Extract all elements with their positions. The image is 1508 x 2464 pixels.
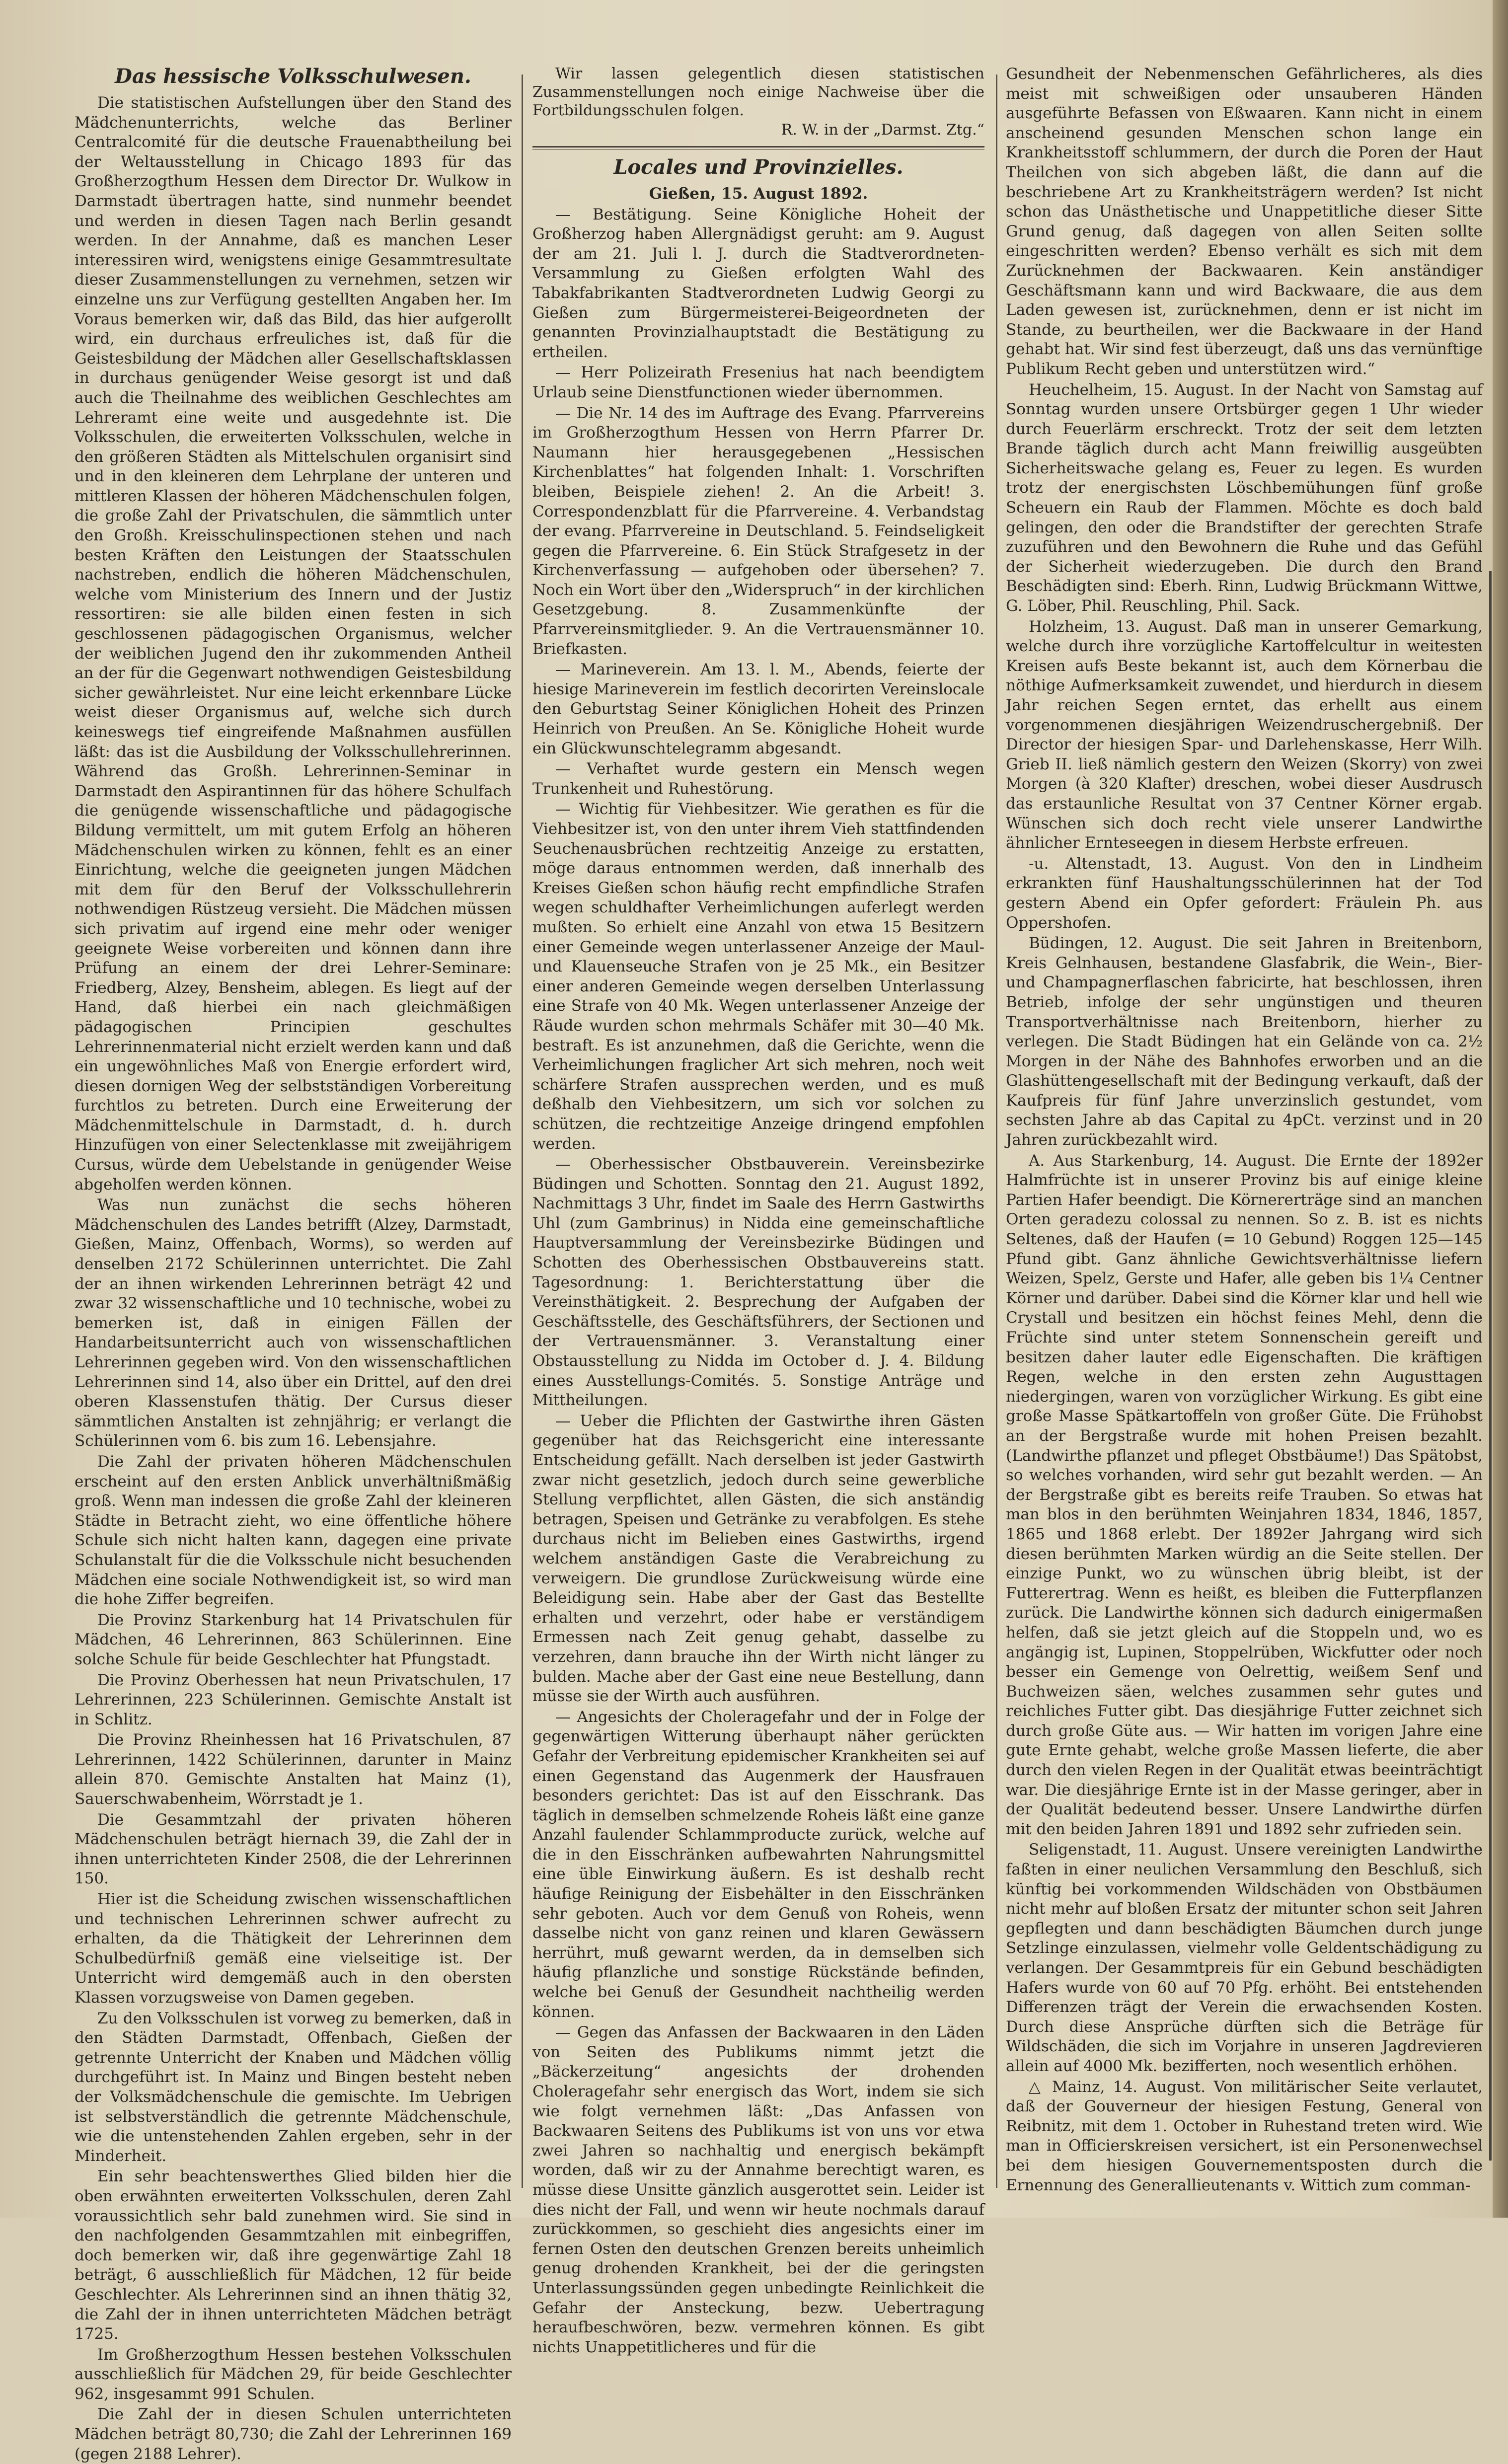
paragraph: — Herr Polizeirath Fresenius hat nach beendigtem Urlaub seine Dienstfunctionen wieder übernommen. xyxy=(532,364,984,401)
paragraph: Die Zahl der in diesen Schulen unterrichteten Mädchen beträgt 80,730; die Zahl der Lehrerinnen 169 (gegen 2188 Lehrer). xyxy=(75,2405,512,2463)
paragraph: Die Zahl der privaten höheren Mädchenschulen erscheint auf den ersten Anblick unverhältnißmäßig groß. Wenn man indessen die große Zahl der kleineren Städte in Betracht zieht, wo eine öffentliche höhere Schule sich nicht halten kann, dagegen eine private Schulanstalt für die die Volksschule nicht besuchenden Mädchen eine sociale Nothwendigkeit ist, so wird man die hohe Ziffer begreifen. xyxy=(75,1452,512,1609)
paragraph: Hier ist die Scheidung zwischen wissenschaftlichen und technischen Lehrerinnen schwer aufrecht zu erhalten, da die Thätigkeit der Lehrerinnen dem Schulbedürfniß gemäß eine vielseitige ist. Der Unterricht wird demgemäß auch in den obersten Klassen vorzugsweise von Damen gegeben. xyxy=(75,1890,512,2007)
paragraph: Die statistischen Aufstellungen über den Stand des Mädchenunterrichts, welche das Berliner Centralcomité für die deutsche Frauenabtheilung bei der Weltausstellung in Chicago 1893 für das Großherzogthum Hessen dem Director Dr. Wulkow in Darmstadt übertragen hatte, sind nunmehr beendet und werden in diesen Tagen nach Berlin gesandt werden. In der Annahme, daß es manchen Leser interessiren wird, wenigstens einige Gesammtresultate dieser Zusammenstellungen zu vernehmen, setzen wir einzelne uns zur Verfügung gestellten Angaben her. Im Voraus bemerken wir, daß das Bild, das hier aufgerollt wird, ein durchaus erfreuliches ist, daß für die Geistesbildung der Mädchen aller Gesellschaftsklassen in durchaus genügender Weise gesorgt ist und daß auch die Theilnahme des weiblichen Geschlechtes am Lehreramt eine weite und ausgedehnte ist. Die Volksschulen, die erweiterten Volksschulen, welche in den größeren Städten als Mittelschulen organisirt sind und in den kleineren dem Lehrplane der unteren und mittleren Klassen der höheren Mädchenschulen folgen, die große Zahl der Privatschulen, die sämmtlich unter den Großh. Kreisschulinspectionen stehen und nach besten Kräften den Leistungen der Staatsschulen nachstreben, endlich die höheren Mädchenschulen, welche vom Ministerium des Innern und der Justiz ressortiren: sie alle bilden einen festen in sich geschlossenen pädagogischen Organismus, welcher der weiblichen Jugend den ihr zukommenden Antheil an der für die Gegenwart nothwendigen Geistesbildung sicher gewährleistet. Nur eine leicht erkennbare Lücke weist dieser Organismus auf, welche sich durch keineswegs tief eingreifende Maßnahmen ausfüllen läßt: das ist die Ausbildung der Volksschullehrerinnen. Während das Großh. Lehrerinnen-Seminar in Darmstadt den Aspirantinnen für das höhere Schulfach die genügende wissenschaftliche und pädagogische Bildung vermittelt, um mit gutem Erfolg an höheren Mädchenschulen wirken zu können, fehlt es an einer Einrichtung, welche die geeigneten jungen Mädchen mit dem für den Beruf der Volksschullehrerin nothwendigen Rüstzeug versieht. Die Mädchen müssen sich privatim auf irgend eine mehr oder weniger geeignete Weise vorbereiten und können dann ihre Prüfung an einem der drei Lehrer-Seminare: Friedberg, Alzey, Bensheim, ablegen. Es liegt auf der Hand, daß hierbei ein nach gleichmäßigen pädagogischen Principien geschultes Lehrerinnenmaterial nicht erzielt werden kann und daß ein ungewöhnliches Maß von Energie erfordert wird, diesen dornigen Weg der selbstständigen Vorbereitung furchtlos zu betreten. Durch eine Erweiterung der Mädchenmittelschule in Darmstadt, d. h. durch Hinzufügen von einer Selectenklasse mit zweijährigem Cursus, würde dem Uebelstande in genügender Weise abgeholfen werden können. xyxy=(75,94,512,1194)
paragraph: — Ueber die Pflichten der Gastwirthe ihren Gästen gegenüber hat das Reichsgericht eine interessante Entscheidung gefällt. Nach derselben ist jeder Gastwirth zwar nicht gesetzlich, jedoch durch seine gewerbliche Stellung verpflichtet, allen Gästen, die sich anständig betragen, Speisen und Getränke zu verabfolgen. Es stehe durchaus nicht im Belieben eines Gastwirths, irgend welchem anständigen Gaste die Verabreichung zu verweigern. Die grundlose Zurückweisung würde eine Beleidigung sein. Habe aber der Gast das Bestellte erhalten und verzehrt, oder habe er verständigem Ermessen nach Zeit genug gehabt, dasselbe zu verzehren, dann brauche ihn der Wirth nicht länger zu bulden. Mache aber der Gast eine neue Bestellung, dann müsse sie der Wirth auch ausführen. xyxy=(532,1412,984,1706)
intro-note: Wir lassen gelegentlich diesen statistischen Zusammenstellungen noch einige Nachweise über die Fortbildungsschulen folgen. xyxy=(532,65,984,119)
paragraph: △ Mainz, 14. August. Von militärischer Seite verlautet, daß der Gouverneur der hiesigen Festung, General von Reibnitz, mit dem 1. October in Ruhestand treten wird. Wie man in Officierskreisen versichert, ist ein Personenwechsel bei dem hiesigen Gouvernementsposten durch die Ernennung des Generallieutenants v. Wittich zum comman- xyxy=(1006,2078,1483,2194)
paragraph: — Verhaftet wurde gestern ein Mensch wegen Trunkenheit und Ruhestörung. xyxy=(532,760,984,798)
paragraph: — Gegen das Anfassen der Backwaaren in den Läden von Seiten des Publikums nimmt jetzt die „Bäckerzeitung“ angesichts der drohenden Choleragefahr sehr energisch das Wort, indem sie sich wie folgt vernehmen läßt: „Das Anfassen von Backwaaren Seitens des Publikums ist von uns vor etwa zwei Jahren so nachhaltig und energisch bekämpft worden, daß wir zu der Annahme berechtigt waren, es müsse diese Unsitte gänzlich ausgerottet sein. Leider ist dies nicht der Fall, und wenn wir heute nochmals darauf zurückkommen, so geschieht dies angesichts einer im fernen Osten den deutschen Grenzen bereits unheimlich genug drohenden Krankheit, bei der die geringsten Unterlassungssünden gegen unbedingte Reinlichkeit die Gefahr der Ansteckung, bezw. Uebertragung heraufbeschwören, bezw. vermehren können. Es gibt nichts Unappetitlicheres und für die xyxy=(532,2023,984,2356)
paragraph: Die Gesammtzahl der privaten höheren Mädchenschulen beträgt hiernach 39, die Zahl der in ihnen unterrichteten Kinder 2508, die der Lehrerinnen 150. xyxy=(75,1810,512,1888)
paragraph: Büdingen, 12. August. Die seit Jahren in Breitenborn, Kreis Gelnhausen, bestandene Glasfabrik, die Wein-, Bier- und Champagnerflaschen fabricirte, hat beschlossen, ihren Betrieb, infolge der sehr ungünstigen und theuren Transportverhältnisse nach Breitenborn, hierher zu verlegen. Die Stadt Büdingen hat ein Gelände von ca. 2½ Morgen in der Nähe des Bahnhofes erworben und an die Glashüttengesellschaft mit der Bedingung verkauft, daß der Kaufpreis für fünf Jahre unverzinslich gestundet, vom sechsten Jahre ab das Capital zu 4pCt. verzinst und in 20 Jahren zurückbezahlt wird. xyxy=(1006,934,1483,1149)
paragraph: Ein sehr beachtenswerthes Glied bilden hier die oben erwähnten erweiterten Volksschulen, deren Zahl voraussichtlich sehr bald zunehmen wird. Sie sind in den nachfolgenden Gesammtzahlen mit einbegriffen, doch bemerken wir, daß ihre gegenwärtige Zahl 18 beträgt, 6 ausschließlich für Mädchen, 12 für beide Geschlechter. Als Lehrerinnen sind an ihnen thätig 32, die Zahl der in ihnen unterrichteten Mädchen beträgt 1725. xyxy=(75,2167,512,2343)
page-edge xyxy=(1493,0,1508,2218)
page-edge-bar xyxy=(1489,571,1492,2161)
column-1 xyxy=(75,65,512,2463)
paragraph: Die Provinz Starkenburg hat 14 Privatschulen für Mädchen, 46 Lehrerinnen, 863 Schülerinnen. Eine solche Schule für beide Geschlechter hat Pfungstadt. xyxy=(75,1611,512,1668)
paragraph: -u. Altenstadt, 13. August. Von den in Lindheim erkrankten fünf Haushaltungsschülerinnen hat der Tod gestern Abend ein Opfer gefordert: Fräulein Ph. aus Oppershofen. xyxy=(1006,854,1483,932)
paragraph: — Oberhessischer Obstbauverein. Vereinsbezirke Büdingen und Schotten. Sonntag den 21. August 1892, Nachmittags 3 Uhr, findet im Saale des Herrn Gastwirths Uhl (zum Gambrinus) in Nidda eine gemeinschaftliche Hauptversammlung der Vereinsbezirke Büdingen und Schotten des Oberhessischen Obstbauvereins statt. Tagesordnung: 1. Berichterstattung über die Vereinsthätigkeit. 2. Besprechung der Aufgaben der Geschäftsstelle, des Geschäftsführers, der Sectionen und der Vertrauensmänner. 3. Veranstaltung einer Obstausstellung zu Nidda im October d. J. 4. Bildung eines Ausstellungs-Comités. 5. Sonstige Anträge und Mittheilungen. xyxy=(532,1155,984,1410)
dateline: Gießen, 15. August 1892. xyxy=(649,185,868,203)
paragraph: Holzheim, 13. August. Daß man in unserer Gemarkung, welche durch ihre vorzügliche Kartoffelcultur in weitesten Kreisen aufs Beste bekannt ist, auch dem Körnerbau die nöthige Aufmerksamkeit zuwendet, und hierdurch in diesem Jahr reichen Segen erntet, das erhellt aus einem vorgenommenen diesjährigen Weizendruschergebniß. Der Director der hiesigen Spar- und Darlehenskasse, Herr Wilh. Grieb II. ließ nämlich gestern den Weizen (Skorry) von zwei Morgen (à 320 Klafter) dreschen, wobei dieser Ausdrusch das erstaunliche Resultat von 37 Centner Körner ergab. Wünschen sich doch recht viele unserer Landwirthe ähnlicher Ernteseegen in diesem Herbste erfreuen. xyxy=(1006,617,1483,852)
intro-signature: R. W. in der „Darmst. Ztg.“ xyxy=(781,121,984,139)
paragraph: Was nun zunächst die sechs höheren Mädchenschulen des Landes betrifft (Alzey, Darmstadt, Gießen, Mainz, Offenbach, Worms), so werden auf denselben 2172 Schülerinnen unterrichtet. Die Zahl der an ihnen wirkenden Lehrerinnen beträgt 42 und zwar 32 wissenschaftliche und 10 technische, wobei zu bemerken ist, daß in einigen Fällen der Handarbeitsunterricht auch von wissenschaftlichen Lehrerinnen gegeben wird. Von den wissenschaftlichen Lehrerinnen sind 14, also über ein Drittel, auf den drei oberen Klassenstufen thätig. Der Cursus dieser sämmtlichen Anstalten ist zehnjährig; er verlangt die Schülerinnen vom 6. bis zum 16. Lebensjahre. xyxy=(75,1196,512,1450)
paragraph: — Bestätigung. Seine Königliche Hoheit der Großherzog haben Allergnädigst geruht: am 9. August der am 21. Juli l. J. durch die Stadtverordneten-Versammlung zu Gießen erfolgten Wahl des Tabakfabrikanten Stadtverordneten Ludwig Georgi zu Gießen zum Bürgermeisterei-Beigeordneten der genannten Provinzialhauptstadt die Bestätigung zu ertheilen. xyxy=(532,205,984,361)
section-divider xyxy=(532,146,984,149)
paragraph: Seligenstadt, 11. August. Unsere vereinigten Landwirthe faßten in einer neulichen Versammlung den Beschluß, sich künftig bei vorkommenden Wildschäden von Obstbäumen nicht mehr auf bloßen Ersatz der mitunter schon seit Jahren gepflegten und dann beschädigten Bäumchen durch junge Setzlinge einzulassen, vielmehr volle Geldentschädigung zu verlangen. Der Gesammtpreis für ein Gebund beschädigten Hafers wurde von 60 auf 70 Pfg. erhöht. Bei entstehenden Differenzen trägt der Verein die erwachsenden Kosten. Durch diese Ansprüche dürften sich die Beträge für Wildschäden, die sich im Vorjahre in unseren Jagdrevieren allein auf 4000 Mk. bezifferten, noch wesentlich erhöhen. xyxy=(1006,1841,1483,2075)
column-rule xyxy=(522,75,523,2188)
column-rule xyxy=(996,75,997,2188)
column-3 xyxy=(1006,65,1483,2194)
article-title: Das hessische Volksschulwesen. xyxy=(115,65,471,88)
paragraph: — Angesichts der Choleragefahr und der in Folge der gegenwärtigen Witterung überhaupt näher gerückten Gefahr der Verbreitung epidemischer Krankheiten sei auf einen Gegenstand das Augenmerk der Hausfrauen besonders gerichtet: Das ist auf den Eisschrank. Das täglich in demselben schmelzende Roheis läßt eine ganze Anzahl faulender Schlammproducte zurück, welche auf die in den Eisschränken aufbewahrten Nahrungsmittel eine üble Einwirkung äußern. Es ist deshalb recht häufige Reinigung der Eisbehälter in den Eisschränken sehr geboten. Auch vor dem Genuß von Roheis, wenn dasselbe nicht von ganz reinen und klaren Gewässern herrührt, muß gewarnt werden, da in demselben sich häufig pflanzliche und sonstige Rückstände befinden, welche bei Genuß der Gesundheit nachtheilig werden können. xyxy=(532,1708,984,2021)
column-2 xyxy=(532,65,984,2356)
paragraph: Heuchelheim, 15. August. In der Nacht von Samstag auf Sonntag wurden unsere Ortsbürger gegen 1 Uhr wieder durch Feuerlärm erschreckt. Trotz der seit dem letzten Brande täglich durch acht Mann freiwillig ausgeübten Sicherheitswache gelang es, Feuer zu legen. Es wurden trotz der energischsten Löschbemühungen fünf große Scheuern ein Raub der Flammen. Möchte es doch bald gelingen, den oder die Brandstifter der gerechten Strafe zuzuführen und den Bewohnern die Ruhe und das Gefühl der Sicherheit wiederzugeben. Die durch den Brand Beschädigten sind: Eberh. Rinn, Ludwig Brückmann Wittwe, G. Löber, Phil. Reuschling, Phil. Sack. xyxy=(1006,380,1483,615)
paragraph: Die Provinz Oberhessen hat neun Privatschulen, 17 Lehrerinnen, 223 Schülerinnen. Gemischte Anstalt ist in Schlitz. xyxy=(75,1671,512,1728)
paragraph: Zu den Volksschulen ist vorweg zu bemerken, daß in den Städten Darmstadt, Offenbach, Gießen der getrennte Unterricht der Knaben und Mädchen völlig durchgeführt ist. In Mainz und Bingen besteht neben der Volksmädchenschule die gemischte. Im Uebrigen ist selbstverständlich die getrennte Mädchenschule, wie die untenstehenden Zahlen ergeben, sehr in der Minderheit. xyxy=(75,2009,512,2165)
paragraph: — Wichtig für Viehbesitzer. Wie gerathen es für die Viehbesitzer ist, von den unter ihrem Vieh stattfindenden Seuchenausbrüchen rechtzeitig Anzeige zu erstatten, möge daraus entnommen werden, daß innerhalb des Kreises Gießen schon häufig recht empfindliche Strafen wegen schuldhafter Verheimlichungen auferlegt werden mußten. So erhielt eine Anzahl von etwa 15 Besitzern einer Gemeinde wegen unterlassener Anzeige der Maul- und Klauenseuche Strafen von je 25 Mk., ein Besitzer einer anderen Gemeinde wegen derselben Unterlassung eine Strafe von 40 Mk. Wegen unterlassener Anzeige der Räude wurden schon mehrmals Schäfer mit 30—40 Mk. bestraft. Es ist anzunehmen, daß die Gerichte, wenn die Verheimlichungen fraglicher Art sich mehren, noch weit schärfere Strafen aussprechen werden, und es muß deßhalb den Viehbesitzern, um sich vor solchen zu schützen, die rechtzeitige Anzeige dringend empfohlen werden. xyxy=(532,800,984,1153)
paragraph: — Die Nr. 14 des im Auftrage des Evang. Pfarrvereins im Großherzogthum Hessen von Herrn Pfarrer Dr. Naumann hier herausgegebenen „Hessischen Kirchenblattes“ hat folgenden Inhalt: 1. Vorschriften bleiben, Beispiele ziehen! 2. An die Arbeit! 3. Correspondenzblatt für die Pfarrvereine. 4. Verbandstag der evang. Pfarrvereine in Deutschland. 5. Feindseligkeit gegen die Pfarrvereine. 6. Ein Stück Strafgesetz in der Kirchenverfassung — aufgehoben oder übersehen? 7. Noch ein Wort über den „Widerspruch“ in der kirchlichen Gesetzgebung. 8. Zusammenkünfte der Pfarrvereinsmitglieder. 9. An die Vertrauensmänner 10. Briefkasten. xyxy=(532,404,984,658)
paragraph: A. Aus Starkenburg, 14. August. Die Ernte der 1892er Halmfrüchte ist in unserer Provinz bis auf einige kleine Partien Hafer beendigt. Die Körnererträge sind an manchen Orten geradezu colossal zu nennen. So z. B. ist es nichts Seltenes, daß der Haufen (= 10 Gebund) Roggen 125—145 Pfund gibt. Ganz ähnliche Gewichtsverhältnisse liefern Weizen, Spelz, Gerste und Hafer, alle geben bis 1¼ Centner Körner und darüber. Dabei sind die Körner klar und hell wie Crystall und besitzen ein höchst feines Mehl, denn die Früchte sind unter stetem Sonnenschein gereift und besitzen daher lauter edle Eigenschaften. Die kräftigen Regen, welche in den ersten zehn Augusttagen niedergingen, waren von vorzüglicher Wirkung. Es gibt eine große Masse Spätkartoffeln von großer Güte. Die Frühobst an der Bergstraße wurde mit hohen Preisen bezahlt. (Landwirthe pflanzet und pfleget Obstbäume!) Das Spätobst, so welches vorhanden, wird sehr gut bezahlt werden. — An der Bergstraße gibt es bereits reife Trauben. So etwas hat man blos in den berühmten Weinjahren 1834, 1846, 1857, 1865 und 1868 erlebt. Der 1892er Jahrgang wird sich diesen berühmten Marken würdig an die Seite stellen. Der einzige Punkt, wo zu wünschen übrig bleibt, ist der Futterertrag. Wenn es heißt, es bleiben die Futterpflanzen zurück. Die Landwirthe können sich dadurch einigermaßen helfen, daß sie jetzt gleich auf die Stoppeln und, wo es angängig ist, Lupinen, Stoppelrüben, Wickfutter oder noch besser ein Gemenge von Oelrettig, weißem Senf und Buchweizen säen, welches zusammen sehr gutes und reichliches Futter gibt. Das diesjährige Futter zeichnet sich durch große Güte aus. — Wir hatten im vorigen Jahre eine gute Ernte gehabt, welche große Massen lieferte, die aber durch den vielen Regen in der Qualität etwas beeinträchtigt war. Die diesjährige Ernte ist in der Masse geringer, aber in der Qualität bedeutend besser. Unsere Landwirthe dürfen mit den beiden Jahren 1891 und 1892 sehr zufrieden sein. xyxy=(1006,1151,1483,1838)
paragraph: Gesundheit der Nebenmenschen Gefährlicheres, als dies meist mit schweißigen oder unsauberen Händen ausgeführte Befassen von Eßwaaren. Kann nicht in einem anscheinend gesunden Menschen schon lange ein Krankheitsstoff schlummern, der durch die Poren der Haut Theilchen von sich abgeben läßt, die dann auf die beschriebene Art zu Krankheitsträgern werden? Ist nicht schon das Unästhetische und Unappetitliche dieser Sitte Grund genug, daß dagegen von allen Seiten sollte eingeschritten werden? Ebenso verhält es sich mit dem Zurücknehmen der Backwaaren. Kein anständiger Geschäftsmann kann und wird Backwaare, die aus dem Laden gewesen ist, zurücknehmen, denn er ist nicht im Stande, zu beurtheilen, wer die Backwaare in der Hand gehabt hat. Wir sind fest überzeugt, daß uns das vernünftige Publikum Recht geben und unterstützen wird.“ xyxy=(1006,65,1483,378)
paragraph: Die Provinz Rheinhessen hat 16 Privatschulen, 87 Lehrerinnen, 1422 Schülerinnen, darunter in Mainz allein 870. Gemischte Anstalten hat Mainz (1), Sauerschwabenheim, Wörrstadt je 1. xyxy=(75,1731,512,1808)
paragraph: — Marineverein. Am 13. l. M., Abends, feierte der hiesige Marineverein im festlich decorirten Vereinslocale den Geburtstag Seiner Königlichen Hoheit des Prinzen Heinrich von Preußen. An Se. Königliche Hoheit wurde ein Glückwunschtelegramm abgesandt. xyxy=(532,661,984,757)
paragraph: Im Großherzogthum Hessen bestehen Volksschulen ausschließlich für Mädchen 29, für beide Geschlechter 962, insgesammt 991 Schulen. xyxy=(75,2345,512,2403)
section-title: Locales und Provinzielles. xyxy=(613,155,904,179)
